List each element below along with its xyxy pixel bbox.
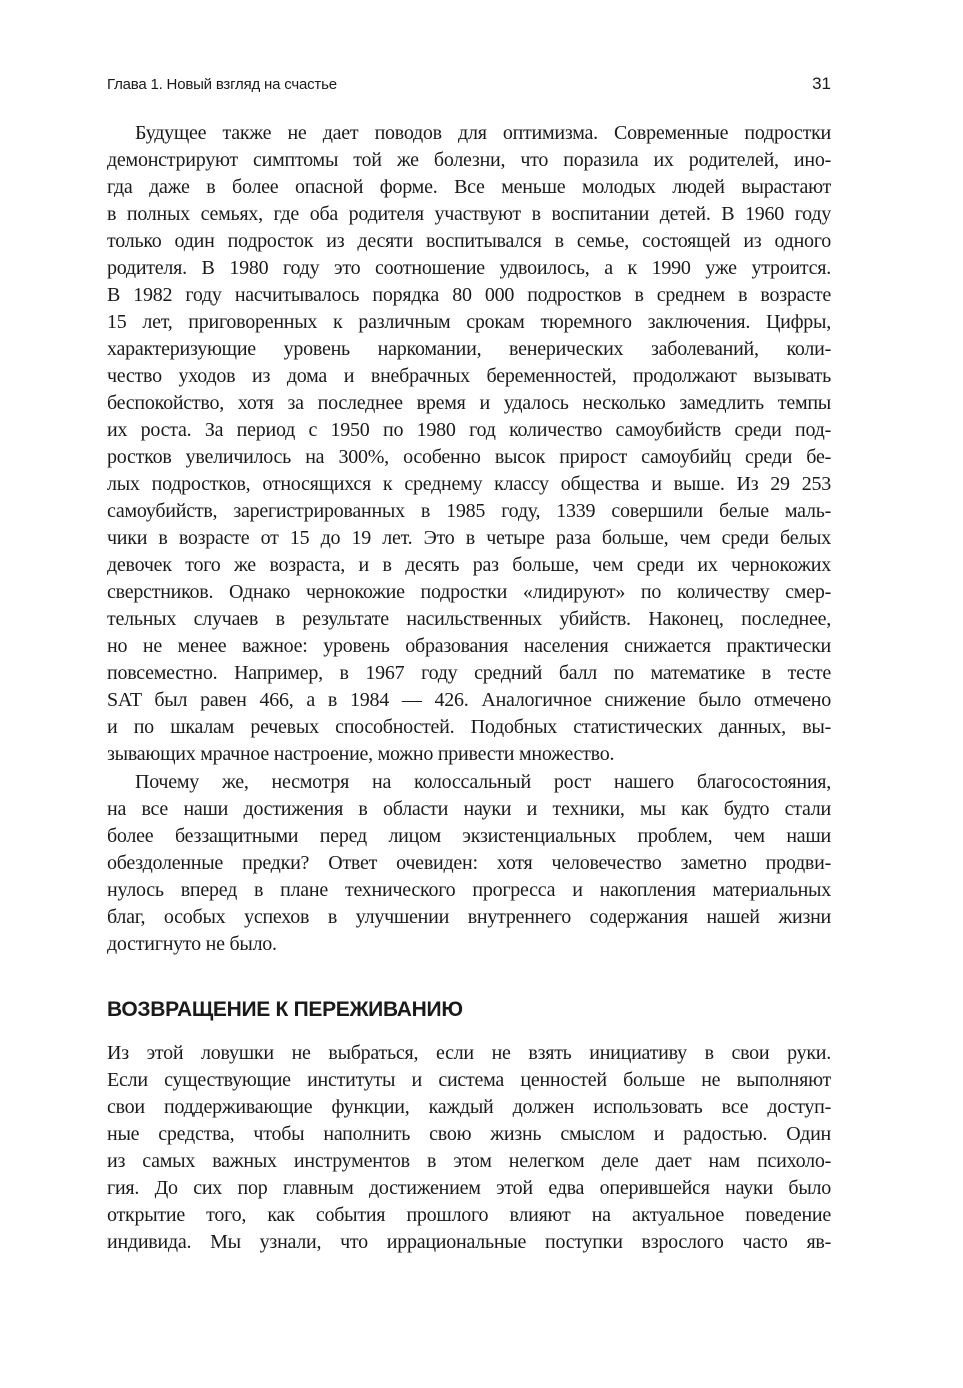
page-number: 31 xyxy=(812,74,831,93)
text-line: и по шкалам речевых способностей. Подобных статистических данных, вы- xyxy=(107,716,831,738)
text-line: только один подросток из десяти воспитывался в семье, состоящей из одного xyxy=(107,230,831,252)
paragraph-1 xyxy=(107,120,831,768)
text-line: Если существующие институты и система ценностей больше не выполняют xyxy=(107,1069,831,1091)
text-line: родителя. В 1980 году это соотношение удвоилось, а к 1990 уже утроится. xyxy=(107,257,831,279)
text-line: обездоленные предки? Ответ очевиден: хотя человечество заметно продви- xyxy=(107,852,831,874)
text-line: нулось вперед в плане технического прогресса и накопления материальных xyxy=(107,879,831,901)
text-line: лых подростков, относящихся к среднему классу общества и выше. Из 29 253 xyxy=(107,473,831,495)
text-line: индивида. Мы узнали, что иррациональные поступки взрослого часто яв- xyxy=(107,1231,831,1253)
running-header xyxy=(107,74,831,96)
text-line: В 1982 году насчитывалось порядка 80 000 подростков в среднем в возрасте xyxy=(107,284,831,306)
text-line: открытие того, как события прошлого влияют на актуальное поведение xyxy=(107,1204,831,1226)
text-line: девочек того же возраста, и в десять раз больше, чем среди их чернокожих xyxy=(107,554,831,576)
text-line: беспокойство, хотя за последнее время и удалось несколько замедлить темпы xyxy=(107,392,831,414)
text-line: ные средства, чтобы наполнить свою жизнь смыслом и радостью. Один xyxy=(107,1123,831,1145)
text-line: Из этой ловушки не выбраться, если не взять инициативу в свои руки. xyxy=(107,1042,831,1064)
paragraph-3 xyxy=(107,1040,831,1256)
paragraph-2 xyxy=(107,769,831,958)
text-line: гда даже в более опасной форме. Все меньше молодых людей вырастают xyxy=(107,176,831,198)
text-line: в полных семьях, где оба родителя участвуют в воспитании детей. В 1960 году xyxy=(107,203,831,225)
text-line: Будущее также не дает поводов для оптимизма. Современные подростки xyxy=(135,122,831,144)
text-line: свои поддерживающие функции, каждый должен использовать все доступ- xyxy=(107,1096,831,1118)
text-line: ростков увеличилось на 300%, особенно высок прирост самоубийц среди бе- xyxy=(107,446,831,468)
text-line: демонстрируют симптомы той же болезни, что поразила их родителей, ино- xyxy=(107,149,831,171)
text-line: характеризующие уровень наркомании, венерических заболеваний, коли- xyxy=(107,338,831,360)
text-line: более беззащитными перед лицом экзистенциальных проблем, чем наши xyxy=(107,825,831,847)
text-line: 15 лет, приговоренных к различным срокам тюремного заключения. Цифры, xyxy=(107,311,831,333)
text-line: SAT был равен 466, а в 1984 — 426. Аналогичное снижение было отмечено xyxy=(107,689,831,711)
text-line: их роста. За период с 1950 по 1980 год количество самоубийств среди под- xyxy=(107,419,831,441)
text-line: самоубийств, зарегистрированных в 1985 году, 1339 совершили белые маль- xyxy=(107,500,831,522)
text-line: из самых важных инструментов в этом нелегком деле дает нам психоло- xyxy=(107,1150,831,1172)
section-heading: ВОЗВРАЩЕНИЕ К ПЕРЕЖИВАНИЮ xyxy=(107,998,463,1021)
text-line: тельных случаев в результате насильственных убийств. Наконец, последнее, xyxy=(107,608,831,630)
text-line: Почему же, несмотря на колоссальный рост нашего благосостояния, xyxy=(135,771,831,793)
text-line: чики в возрасте от 15 до 19 лет. Это в четыре раза больше, чем среди белых xyxy=(107,527,831,549)
text-line: благ, особых успехов в улучшении внутреннего содержания нашей жизни xyxy=(107,906,831,928)
text-line: зывающих мрачное настроение, можно привести множество. xyxy=(107,743,615,765)
chapter-title: Глава 1. Новый взгляд на счастье xyxy=(107,76,337,93)
text-line: но не менее важное: уровень образования населения снижается практически xyxy=(107,635,831,657)
text-line: на все наши достижения в области науки и техники, мы как будто стали xyxy=(107,798,831,820)
text-line: гия. До сих пор главным достижением этой едва оперившейся науки было xyxy=(107,1177,831,1199)
text-line: сверстников. Однако чернокожие подростки «лидируют» по количеству смер- xyxy=(107,581,831,603)
text-line: чество уходов из дома и внебрачных беременностей, продолжают вызывать xyxy=(107,365,831,387)
text-line: повсеместно. Например, в 1967 году средний балл по математике в тесте xyxy=(107,662,831,684)
text-line: достигнуто не было. xyxy=(107,933,277,955)
